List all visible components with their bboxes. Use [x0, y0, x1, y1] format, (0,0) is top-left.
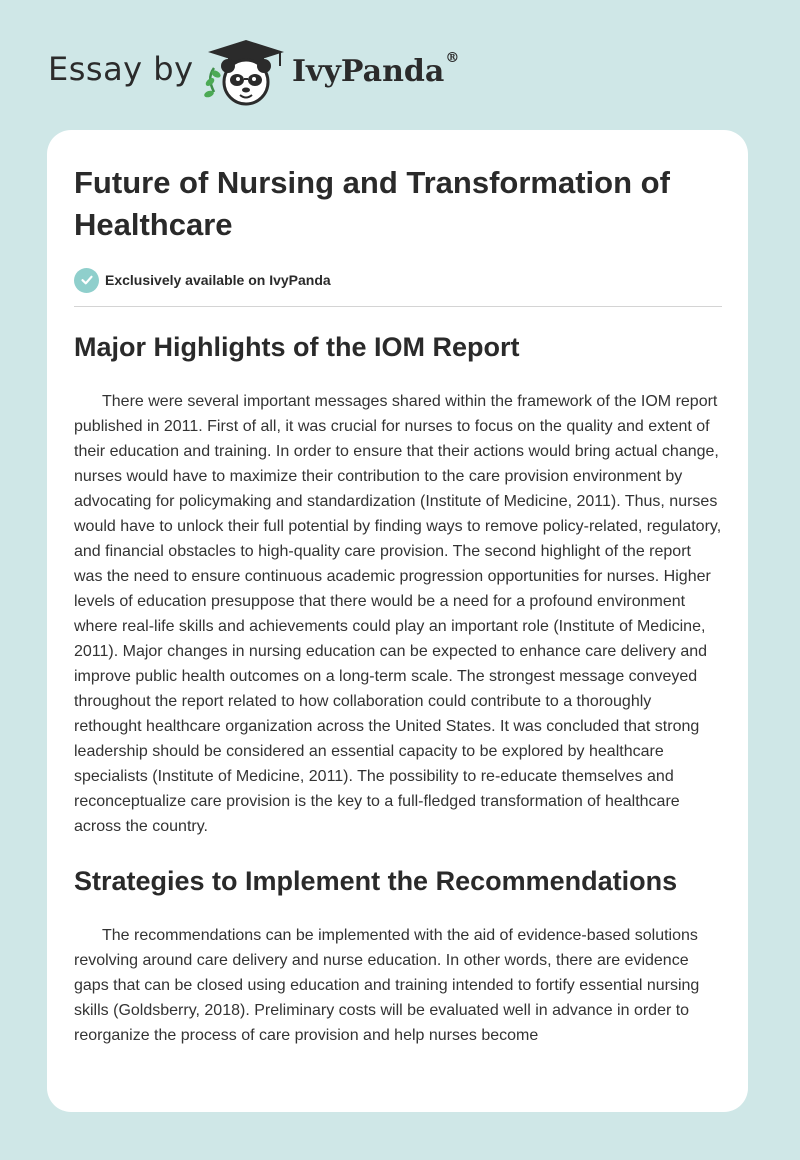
section-paragraph: There were several important messages shared within the framework of the IOM report published in 2011. First of all, it was crucial for nurses to focus on the quality and extent of their education and training. In order to ensure that their actions would bring actual change, nurses would have to maximize their contribution to the care provision environment by advocating for policymaking and standardization (Institute of Medicine, 2011). Thus, nurses would have to unlock their full potential by finding ways to remove policy-related, regulatory, and financial obstacles to high-quality care provision. The second highlight of the report was the need to ensure continuous academic progression opportunities for nurses. Higher levels of education presuppose that there would be a need for a profound environment where real-life skills and achievements could play an important role (Institute of Medicine, 2011). Major changes in nursing education can be expected to enhance care delivery and improve public health outcomes on a long-term scale. The strongest message conveyed throughout the report related to how collaboration could contribute to a thoroughly rethought healthcare organization across the United States. It was concluded that strong leadership should be considered an essential capacity to be explored by healthcare specialists (Institute of Medicine, 2011). The possibility to re-educate themselves and reconceptualize care provision is the key to a full-fledged transformation of healthcare across the country.: [74, 393, 722, 835]
article-card: [47, 130, 748, 1112]
site-header: [0, 0, 800, 130]
essay-by-label: Essay by: [48, 50, 194, 88]
section-heading: Major Highlights of the IOM Report: [74, 332, 520, 362]
section-heading: Strategies to Implement the Recommendations: [74, 866, 678, 896]
divider: [74, 306, 722, 307]
exclusive-badge: [74, 266, 722, 294]
section-paragraph: The recommendations can be implemented with the aid of evidence-based solutions revolving around care delivery and nurse education. In other words, there are evidence gaps that can be closed using education and training intended to fortify essential nursing skills (Goldsberry, 2018). Preliminary costs will be evaluated well in advance in order to reorganize the process of care provision and help nurses become: [74, 927, 700, 1044]
article-content: [74, 162, 722, 1048]
page-title: Future of Nursing and Transformation of Healthcare: [74, 165, 670, 242]
brand-name[interactable]: IvyPanda®: [292, 50, 460, 89]
registered-mark: ®: [445, 50, 460, 66]
checkmark-icon: [74, 268, 99, 293]
exclusive-label: Exclusively available on IvyPanda: [105, 272, 331, 288]
panda-graduate-logo-icon[interactable]: [200, 36, 288, 108]
